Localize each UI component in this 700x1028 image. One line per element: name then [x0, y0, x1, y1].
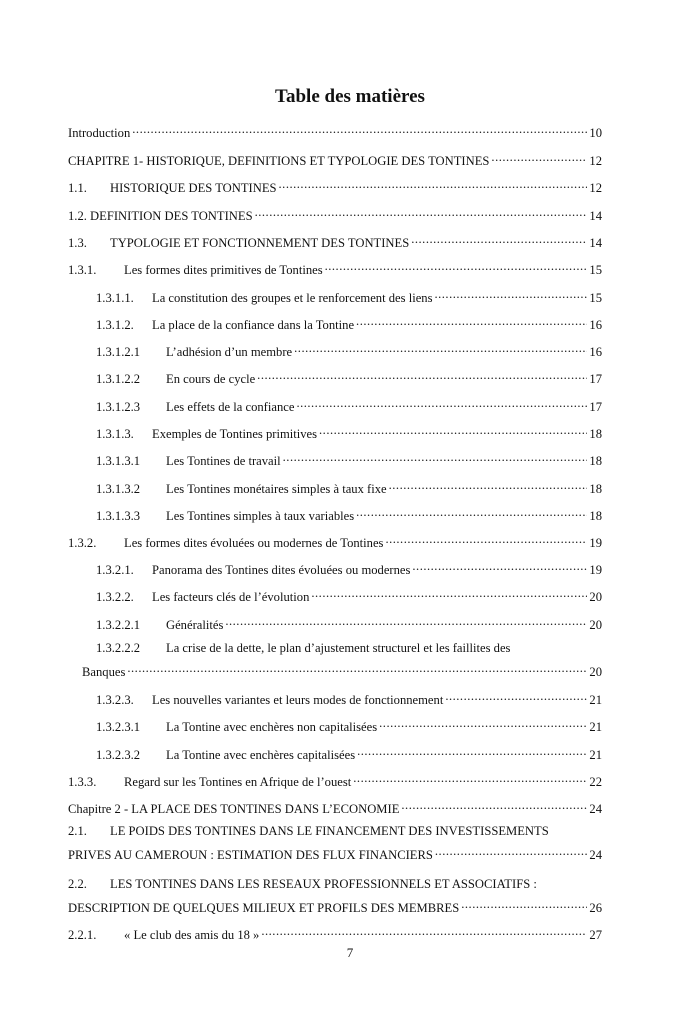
- toc-entry-number: 1.3.1.2.2: [96, 372, 141, 386]
- toc-entry[interactable]: [68, 259, 602, 278]
- toc-entry-number: 1.3.2.2.1: [96, 618, 141, 632]
- toc-entry[interactable]: [68, 150, 602, 169]
- toc-entry[interactable]: [96, 716, 602, 735]
- toc-entry-text: En cours de cycle: [166, 372, 256, 386]
- toc-entry[interactable]: [96, 478, 602, 497]
- dot-leader: [257, 368, 587, 383]
- toc-entry-text: Les Tontines de travail: [166, 454, 281, 468]
- toc-entry-text: DESCRIPTION DE QUELQUES MILIEUX ET PROFILS DES MEMBRES: [68, 901, 460, 915]
- toc-entry-number: 1.3.1.3.3: [96, 509, 141, 523]
- toc-entry-number: 1.3.1.2.: [96, 318, 134, 332]
- toc-page-number: 12: [589, 181, 602, 195]
- toc-page-number: 18: [589, 454, 602, 468]
- toc-entry-text: La Tontine avec enchères non capitalisées: [166, 720, 378, 734]
- dot-leader: [389, 478, 588, 493]
- dot-leader: [296, 396, 587, 411]
- toc-entry-number: 1.3.1.: [68, 263, 97, 277]
- toc-page-number: 19: [589, 536, 602, 550]
- toc-entry[interactable]: [68, 122, 602, 141]
- dot-leader: [445, 689, 587, 704]
- dot-leader: [356, 505, 587, 520]
- toc-entry-number: 2.2.1.: [68, 928, 97, 942]
- toc-entry[interactable]: [68, 877, 602, 892]
- toc-page-number: 21: [589, 720, 602, 734]
- toc-entry[interactable]: [68, 532, 602, 551]
- toc-entry-number: 1.3.2.3.2: [96, 748, 141, 762]
- toc-entry-text: Généralités: [166, 618, 224, 632]
- toc-page-number: 17: [589, 372, 602, 386]
- dot-leader: [461, 897, 587, 912]
- dot-leader: [294, 341, 587, 356]
- toc-entry-number: 2.1.: [68, 824, 87, 838]
- toc-entry[interactable]: [96, 689, 602, 708]
- toc-entry-text: La place de la confiance dans la Tontine: [152, 318, 355, 332]
- toc-page-number: 16: [589, 345, 602, 359]
- toc-entry-text: Les facteurs clés de l’évolution: [152, 590, 310, 604]
- toc-entry-number: 1.3.1.2.3: [96, 400, 141, 414]
- page-number: 7: [346, 945, 354, 960]
- toc-entry-continuation: [68, 844, 602, 863]
- dot-leader: [385, 532, 587, 547]
- toc-page-number: 18: [589, 482, 602, 496]
- toc-entry-text: TYPOLOGIE ET FONCTIONNEMENT DES TONTINES: [110, 236, 410, 250]
- toc-page-number: 21: [589, 748, 602, 762]
- dot-leader: [132, 122, 587, 137]
- toc-entry-text: Les Tontines simples à taux variables: [166, 509, 355, 523]
- toc-page-number: 24: [589, 802, 602, 816]
- toc-entry[interactable]: [96, 559, 602, 578]
- toc-entry[interactable]: [96, 505, 602, 524]
- toc-entry-continuation: [82, 661, 602, 680]
- toc-entry[interactable]: [68, 798, 602, 817]
- toc-entry-text: Les nouvelles variantes et leurs modes de fonctionnement: [152, 693, 444, 707]
- toc-entry-number: 1.3.3.: [68, 775, 97, 789]
- toc-page-number: 15: [589, 263, 602, 277]
- toc-page-number: 20: [589, 665, 602, 679]
- toc-entry-text: La crise de la dette, le plan d’ajustement structurel et les faillites des: [166, 641, 511, 655]
- toc-entry[interactable]: [96, 614, 602, 633]
- dot-leader: [255, 205, 588, 220]
- toc-entry-text: La constitution des groupes et le renforcement des liens: [152, 291, 433, 305]
- toc-entry[interactable]: [68, 824, 602, 839]
- toc-page-number: 18: [589, 427, 602, 441]
- dot-leader: [319, 423, 587, 438]
- toc-entry[interactable]: [96, 341, 602, 360]
- toc-entry[interactable]: [68, 177, 602, 196]
- toc-entry-text: Les formes dites évoluées ou modernes de Tontines: [124, 536, 384, 550]
- toc-page-number: 16: [589, 318, 602, 332]
- toc-page-number: 21: [589, 693, 602, 707]
- toc-entry-continuation: [68, 897, 602, 916]
- toc-page-number: 18: [589, 509, 602, 523]
- toc-page-number: 10: [589, 126, 602, 140]
- toc-entry-number: 1.3.2.3.1: [96, 720, 141, 734]
- dot-leader: [491, 150, 587, 165]
- dot-leader: [356, 314, 587, 329]
- toc-entry-number: 1.3.1.3.: [96, 427, 134, 441]
- toc-entry[interactable]: [68, 205, 602, 224]
- dot-leader: [279, 177, 588, 192]
- dot-leader: [379, 716, 587, 731]
- dot-leader: [435, 844, 588, 859]
- toc-entry-number: 1.3.2.2.: [96, 590, 134, 604]
- dot-leader: [127, 661, 587, 676]
- toc-page-number: 19: [589, 563, 602, 577]
- toc-entry-text: Banques: [82, 665, 126, 679]
- toc-entry-text: LE POIDS DES TONTINES DANS LE FINANCEMENT DES INVESTISSEMENTS: [110, 824, 549, 838]
- dot-leader: [434, 287, 587, 302]
- toc-entry-text: Les effets de la confiance: [166, 400, 295, 414]
- dot-leader: [353, 771, 587, 786]
- toc-entry[interactable]: [96, 287, 602, 306]
- toc-entry[interactable]: [96, 641, 602, 656]
- toc-entry[interactable]: [96, 586, 602, 605]
- dot-leader: [283, 450, 588, 465]
- page-title: Table des matières: [275, 86, 425, 107]
- toc-page-number: 15: [589, 291, 602, 305]
- toc-entry-text: La Tontine avec enchères capitalisées: [166, 748, 356, 762]
- toc-entry-number: 1.3.1.3.1: [96, 454, 141, 468]
- toc-page-number: 14: [589, 209, 602, 223]
- toc-entry-number: 1.1.: [68, 181, 87, 195]
- toc-entry-text: HISTORIQUE DES TONTINES: [110, 181, 277, 195]
- toc-entry-number: 1.3.2.1.: [96, 563, 134, 577]
- toc-entry-text: 1.2. DEFINITION DES TONTINES: [68, 209, 253, 223]
- toc-entry[interactable]: [68, 771, 602, 790]
- toc-entry-number: 1.3.2.2.2: [96, 641, 141, 655]
- toc-entry-text: Introduction: [68, 126, 131, 140]
- toc-entry[interactable]: [68, 232, 602, 251]
- toc-entry-text: LES TONTINES DANS LES RESEAUX PROFESSIONNELS ET ASSOCIATIFS :: [110, 877, 537, 891]
- toc-page-number: 14: [589, 236, 602, 250]
- dot-leader: [261, 924, 587, 939]
- toc-entry-text: Exemples de Tontines primitives: [152, 427, 318, 441]
- toc-entry-number: 1.3.2.: [68, 536, 97, 550]
- dot-leader: [225, 614, 587, 629]
- toc-entry[interactable]: [96, 314, 602, 333]
- toc-entry-text: « Le club des amis du 18 »: [124, 928, 260, 942]
- dot-leader: [311, 586, 587, 601]
- toc-entry-number: 2.2.: [68, 877, 87, 891]
- toc-entry-text: PRIVES AU CAMEROUN : ESTIMATION DES FLUX FINANCIERS: [68, 848, 433, 862]
- toc-entry-text: L’adhésion d’un membre: [166, 345, 293, 359]
- toc-entry[interactable]: [68, 924, 602, 943]
- toc-page-number: 26: [589, 901, 602, 915]
- toc-entry[interactable]: [96, 396, 602, 415]
- toc-entry[interactable]: [96, 744, 602, 763]
- toc-entry-number: 1.3.2.3.: [96, 693, 134, 707]
- dot-leader: [325, 259, 588, 274]
- toc-entry-text: Les Tontines monétaires simples à taux fixe: [166, 482, 387, 496]
- toc-entry-text: Panorama des Tontines dites évoluées ou modernes: [152, 563, 411, 577]
- toc-entry-number: 1.3.: [68, 236, 87, 250]
- dot-leader: [357, 744, 587, 759]
- toc-entry-number: 1.3.1.1.: [96, 291, 134, 305]
- toc-page-number: 20: [589, 618, 602, 632]
- toc-entry-number: 1.3.1.3.2: [96, 482, 141, 496]
- toc-page-number: 24: [589, 848, 602, 862]
- toc-entry[interactable]: [96, 450, 602, 469]
- toc-page-number: 22: [589, 775, 602, 789]
- toc-page-number: 20: [589, 590, 602, 604]
- toc-entry[interactable]: [96, 423, 602, 442]
- toc-page-number: 27: [589, 928, 602, 942]
- dot-leader: [412, 559, 587, 574]
- dot-leader: [411, 232, 587, 247]
- toc-entry-text: Les formes dites primitives de Tontines: [124, 263, 323, 277]
- toc-entry[interactable]: [96, 368, 602, 387]
- toc-entry-text: Regard sur les Tontines en Afrique de l’ouest: [124, 775, 352, 789]
- toc-entry-text: Chapitre 2 - LA PLACE DES TONTINES DANS L’ECONOMIE: [68, 802, 400, 816]
- toc-entry-number: 1.3.1.2.1: [96, 345, 141, 359]
- toc-page-number: 12: [589, 154, 602, 168]
- toc-page-number: 17: [589, 400, 602, 414]
- dot-leader: [401, 798, 587, 813]
- toc-entry-text: CHAPITRE 1- HISTORIQUE, DEFINITIONS ET TYPOLOGIE DES TONTINES: [68, 154, 490, 168]
- toc-entry-line-1: [96, 641, 602, 656]
